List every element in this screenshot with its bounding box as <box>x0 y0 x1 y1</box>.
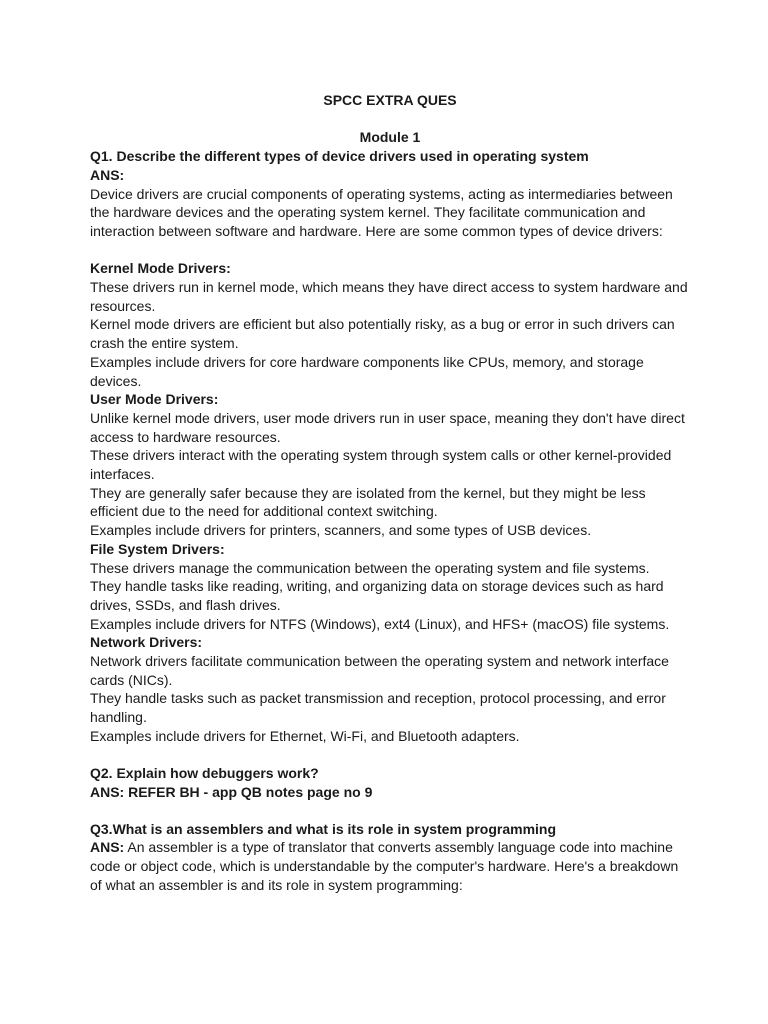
section-line: Examples include drivers for NTFS (Windows), ext4 (Linux), and HFS+ (macOS) file systems. <box>90 615 670 632</box>
section-heading-kernel: Kernel Mode Drivers: <box>90 260 231 277</box>
document-page <box>90 91 690 895</box>
section-heading-user: User Mode Drivers: <box>90 391 219 408</box>
section-line: They handle tasks such as packet transmission and reception, protocol processing, and error handling. <box>90 690 666 726</box>
section-line: These drivers interact with the operating system through system calls or other kernel-provided interfaces. <box>90 447 672 483</box>
section-line: These drivers manage the communication between the operating system and file systems. <box>90 559 650 576</box>
section-line: Examples include drivers for Ethernet, Wi-Fi, and Bluetooth adapters. <box>90 727 520 744</box>
module-heading: Module 1 <box>359 129 421 146</box>
section-line: They are generally safer because they are isolated from the kernel, but they might be less efficient due to the need for additional context switching. <box>90 484 646 520</box>
section-line: Kernel mode drivers are efficient but also potentially risky, as a bug or error in such drivers can crash the entire system. <box>90 316 675 352</box>
q2-answer: ANS: REFER BH - app QB notes page no 9 <box>90 783 373 800</box>
section-line: Examples include drivers for printers, scanners, and some types of USB devices. <box>90 522 592 539</box>
q3-question: Q3.What is an assemblers and what is its role in system programming <box>90 820 557 837</box>
section-line: These drivers run in kernel mode, which means they have direct access to system hardware and resources. <box>90 279 688 314</box>
q3-answer-text: An assembler is a type of translator that converts assembly language code into machine code or object code, which is understandable by the computer's hardware. Here's a breakdown of what an assembler is and its role in system programming: <box>90 839 679 893</box>
q1-ans-label: ANS: <box>90 166 125 183</box>
section-heading-filesystem: File System Drivers: <box>90 540 225 557</box>
q1-intro: Device drivers are crucial components of operating systems, acting as intermediaries between the hardware devices and the operating system kernel. They facilitate communication and interaction between software and hardware. Here are some common types of device drivers: <box>90 185 673 239</box>
q1-question: Q1. Describe the different types of device drivers used in operating system <box>90 148 589 165</box>
spacer <box>90 241 690 260</box>
section-heading-network: Network Drivers: <box>90 634 203 651</box>
section-line: Examples include drivers for core hardware components like CPUs, memory, and storage devices. <box>90 353 644 389</box>
spacer <box>90 746 690 764</box>
q3-ans-label: ANS: <box>90 839 125 856</box>
q2-question: Q2. Explain how debuggers work? <box>90 764 319 781</box>
section-line: Network drivers facilitate communication between the operating system and network interface cards (NICs). <box>90 653 669 688</box>
q3-answer-paragraph <box>90 838 690 894</box>
section-line: Unlike kernel mode drivers, user mode drivers run in user space, meaning they don't have direct access to hardware resources. <box>90 409 685 445</box>
document-title: SPCC EXTRA QUES <box>323 92 457 108</box>
section-line: They handle tasks like reading, writing, and organizing data on storage devices such as hard drives, SSDs, and flash drives. <box>90 578 664 613</box>
spacer <box>90 801 690 819</box>
spacer <box>90 110 690 129</box>
